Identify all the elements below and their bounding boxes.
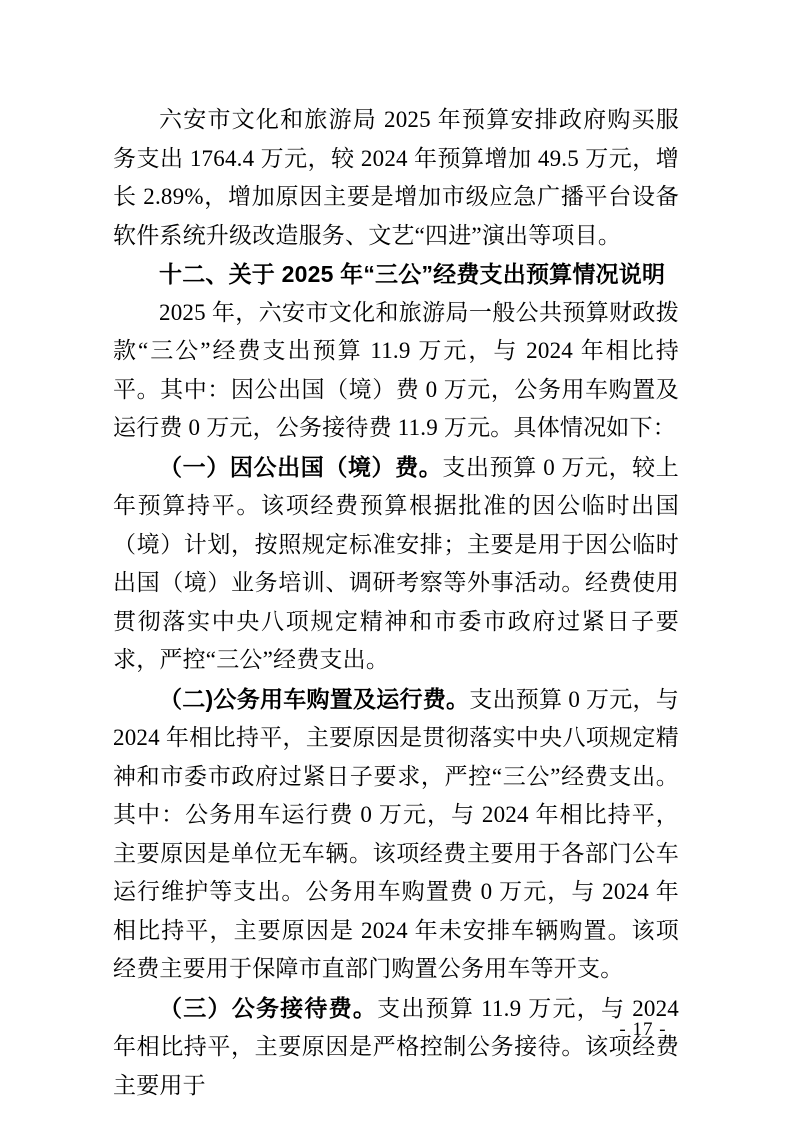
vehicle-expense-text: 支出预算 0 万元，与 2024 年相比持平，主要原因是贯彻落实中央八项规定精神和市委市政府过紧日子要求，严控“三公”经费支出。其中：公务用车运行费 0 万元，与 2024 年相比持平，主要原因是单位无车辆。该项经费主要用于各部门公车运行维护等支出。公务用车购置费 0 万元，与 2024 年相比持平，主要原因是 2024 年未安排车辆购置。该项经费主要用于保障市直部门购置公务用车等开支。 (113, 686, 680, 981)
paragraph-reception-expense (113, 989, 679, 1106)
vehicle-expense-heading: （二)公务用车购置及运行费。 (159, 685, 470, 712)
document-body (113, 101, 679, 1105)
section-heading: 十二、关于 2025 年“三公”经费支出预算情况说明 (159, 261, 666, 287)
paragraph-abroad-expense (113, 448, 679, 680)
abroad-expense-heading: （一）因公出国（境）费。 (159, 453, 443, 480)
paragraph-purchase-services: 六安市文化和旅游局 2025 年预算安排政府购买服务支出 1764.4 万元，较 2024 年预算增加 49.5 万元，增长 2.89%，增加原因主要是增加市级应急广播平台设备软件系统升级改造服务、文艺“四进”演出等项目。 (113, 107, 679, 248)
reception-expense-heading: （三）公务接待费。 (159, 994, 378, 1021)
page-number: - 17 - (619, 1019, 667, 1040)
abroad-expense-text: 支出预算 0 万元，较上年预算持平。该项经费预算根据批准的因公临时出国（境）计划，按照规定标准安排；主要是用于因公临时出国（境）业务培训、调研考察等外事活动。经费使用贯彻落实中央八项规定精神和市委市政府过紧日子要求，严控“三公”经费支出。 (113, 454, 679, 672)
reception-expense-text: 支出预算 11.9 万元，与 2024 年相比持平，主要原因是严格控制公务接待。该项经费主要用于 (113, 995, 679, 1098)
paragraph-three-public-overview: 2025 年，六安市文化和旅游局一般公共预算财政拨款“三公”经费支出预算 11.9 万元，与 2024 年相比持平。其中：因公出国（境）费 0 万元，公务用车购置及运行费 0 万元，公务接待费 11.9 万元。具体情况如下： (113, 299, 679, 440)
paragraph-vehicle-expense (113, 680, 679, 989)
